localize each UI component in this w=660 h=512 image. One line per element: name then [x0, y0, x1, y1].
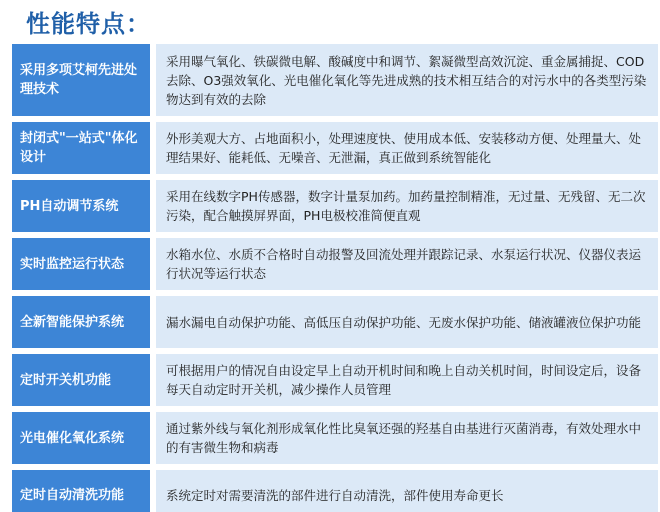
feature-label: 定时开关机功能: [12, 354, 150, 406]
feature-row: [12, 296, 658, 348]
feature-description: 漏水漏电自动保护功能、高低压自动保护功能、无废水保护功能、储液罐液位保护功能: [156, 296, 658, 348]
feature-label: 封闭式"一站式"体化设计: [12, 122, 150, 174]
feature-description: 系统定时对需要清洗的部件进行自动清洗，部件使用寿命更长: [156, 470, 658, 512]
feature-description: 采用曝气氧化、铁碳微电解、酸碱度中和调节、絮凝微型高效沉淀、重金属捕捉、COD去除、O3强效氧化、光电催化氧化等先进成熟的技术相互结合的对污水中的各类型污染物达到有效的去除: [156, 44, 658, 116]
feature-description: 可根据用户的情况自由设定早上自动开机时间和晚上自动关机时间，时间设定后，设备每天自动定时开关机，减少操作人员管理: [156, 354, 658, 406]
feature-row: [12, 354, 658, 406]
feature-row: [12, 122, 658, 174]
feature-description: 通过紫外线与氧化剂形成氧化性比臭氧还强的羟基自由基进行灭菌消毒，有效处理水中的有害微生物和病毒: [156, 412, 658, 464]
feature-row: [12, 44, 658, 116]
feature-label: 光电催化氧化系统: [12, 412, 150, 464]
feature-description: 水箱水位、水质不合格时自动报警及回流处理并跟踪记录、水泵运行状况、仪器仪表运行状况等运行状态: [156, 238, 658, 290]
feature-description: 采用在线数字PH传感器，数字计量泵加药。加药量控制精准，无过量、无残留、无二次污染，配合触摸屏界面，PH电极校准简便直观: [156, 180, 658, 232]
feature-label: PH自动调节系统: [12, 180, 150, 232]
feature-label: 定时自动清洗功能: [12, 470, 150, 512]
feature-label: 采用多项艾柯先进处理技术: [12, 44, 150, 116]
feature-table: [12, 44, 658, 512]
feature-description: 外形美观大方、占地面积小，处理速度快、使用成本低、安装移动方便、处理量大、处理结果好、能耗低、无噪音、无泄漏，真正做到系统智能化: [156, 122, 658, 174]
feature-label: 全新智能保护系统: [12, 296, 150, 348]
feature-row: [12, 412, 658, 464]
header: [10, 0, 151, 42]
feature-label: 实时监控运行状态: [12, 238, 150, 290]
feature-row: [12, 180, 658, 232]
page-title: 性能特点：: [26, 9, 151, 38]
header-bullet: [10, 8, 20, 34]
feature-row: [12, 238, 658, 290]
feature-row: [12, 470, 658, 512]
